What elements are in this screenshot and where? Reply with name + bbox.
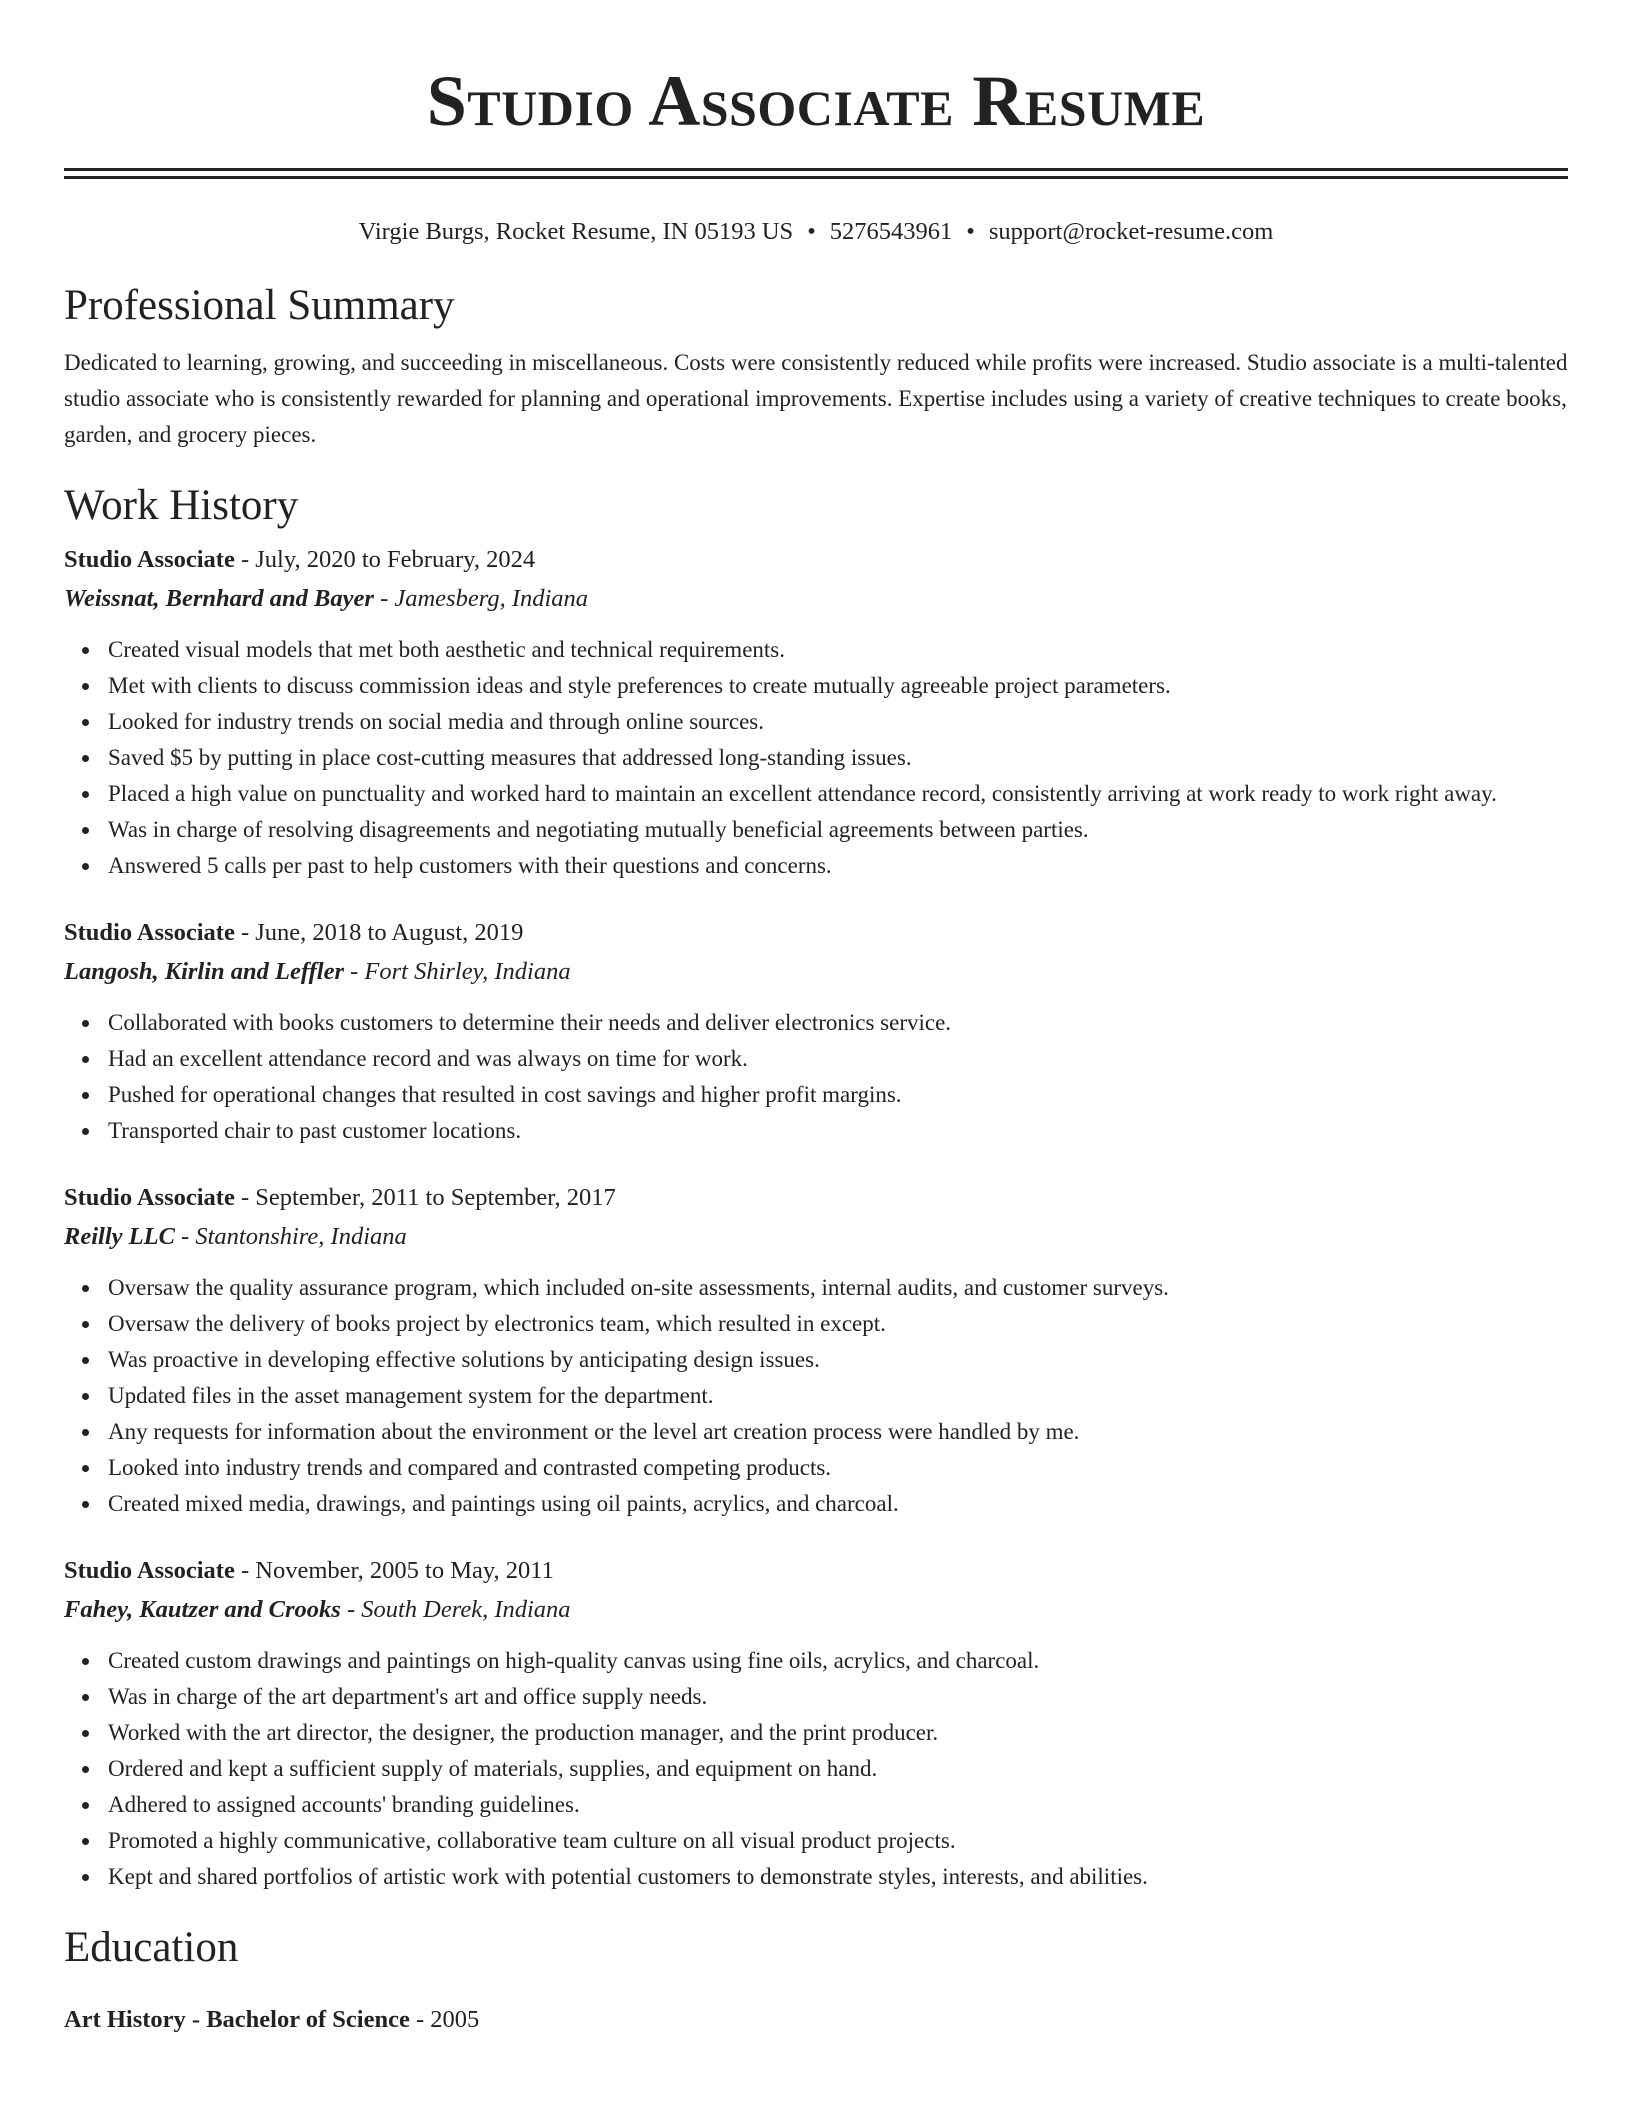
job-company-line [64, 957, 1568, 987]
job-duties [64, 1005, 1568, 1149]
job-location: - Stantonshire, Indiana [174, 1223, 407, 1250]
job-title-line [64, 1183, 1568, 1213]
job-company: Fahey, Kautzer and Crooks [64, 1596, 341, 1623]
job-duty-item: Was in charge of resolving disagreements and negotiating mutually beneficial agreements between parties. [108, 812, 1568, 848]
summary-heading: Professional Summary [64, 282, 455, 329]
contact-line [64, 217, 1568, 247]
job-duties [64, 1643, 1568, 1895]
job-duty-item: Collaborated with books customers to determine their needs and deliver electronics service. [108, 1005, 1568, 1041]
job-duty-item: Updated files in the asset management system for the department. [108, 1378, 1568, 1414]
job-location: - South Derek, Indiana [340, 1596, 571, 1623]
job-company-line [64, 1595, 1568, 1625]
job-company: Reilly LLC [64, 1223, 175, 1250]
contact-phone: 5276543961 [829, 218, 953, 245]
job-company: Langosh, Kirlin and Leffler [64, 958, 344, 985]
job-duties [64, 632, 1568, 884]
job-dates: - September, 2011 to September, 2017 [234, 1184, 616, 1211]
job-duty-item: Oversaw the quality assurance program, which included on-site assessments, internal audits, and customer surveys. [108, 1270, 1568, 1306]
job-duty-item: Promoted a highly communicative, collaborative team culture on all visual product projects. [108, 1823, 1568, 1859]
job-dates: - July, 2020 to February, 2024 [234, 546, 536, 573]
job-company: Weissnat, Bernhard and Bayer [64, 585, 374, 612]
job-duty-item: Created custom drawings and paintings on high-quality canvas using fine oils, acrylics, and charcoal. [108, 1643, 1568, 1679]
job-entry [64, 545, 1568, 884]
job-duty-item: Was in charge of the art department's art and office supply needs. [108, 1679, 1568, 1715]
education-degree: Art History - Bachelor of Science [64, 2006, 410, 2033]
job-duty-item: Created visual models that met both aesthetic and technical requirements. [108, 632, 1568, 668]
job-company-line [64, 584, 1568, 614]
job-duty-item: Looked into industry trends and compared and contrasted competing products. [108, 1450, 1568, 1486]
education-heading: Education [64, 1924, 239, 1971]
job-duty-item: Transported chair to past customer locations. [108, 1113, 1568, 1149]
job-duty-item: Saved $5 by putting in place cost-cutting measures that addressed long-standing issues. [108, 740, 1568, 776]
job-duty-item: Adhered to assigned accounts' branding guidelines. [108, 1787, 1568, 1823]
job-title-line [64, 918, 1568, 948]
job-role: Studio Associate [64, 1184, 235, 1211]
job-duty-item: Any requests for information about the environment or the level art creation process were handled by me. [108, 1414, 1568, 1450]
job-duty-item: Placed a high value on punctuality and worked hard to maintain an excellent attendance record, consistently arriving at work ready to work right away. [108, 776, 1568, 812]
contact-separator: • [807, 218, 816, 245]
job-duty-item: Was proactive in developing effective solutions by anticipating design issues. [108, 1342, 1568, 1378]
job-title-line [64, 545, 1568, 575]
job-duty-item: Pushed for operational changes that resulted in cost savings and higher profit margins. [108, 1077, 1568, 1113]
job-duty-item: Created mixed media, drawings, and paintings using oil paints, acrylics, and charcoal. [108, 1486, 1568, 1522]
page-title: Studio Associate Resume [426, 61, 1206, 141]
job-dates: - November, 2005 to May, 2011 [234, 1557, 554, 1584]
job-duty-item: Met with clients to discuss commission ideas and style preferences to create mutually agreeable project parameters. [108, 668, 1568, 704]
job-location: - Fort Shirley, Indiana [343, 958, 571, 985]
job-duty-item: Oversaw the delivery of books project by electronics team, which resulted in except. [108, 1306, 1568, 1342]
job-duty-item: Worked with the art director, the designer, the production manager, and the print producer. [108, 1715, 1568, 1751]
job-role: Studio Associate [64, 1557, 235, 1584]
job-role: Studio Associate [64, 919, 235, 946]
title-divider-top [64, 168, 1568, 171]
job-entry [64, 1183, 1568, 1522]
job-entry [64, 918, 1568, 1149]
job-duty-item: Answered 5 calls per past to help customers with their questions and concerns. [108, 848, 1568, 884]
job-duty-item: Ordered and kept a sufficient supply of materials, supplies, and equipment on hand. [108, 1751, 1568, 1787]
job-duty-item: Had an excellent attendance record and was always on time for work. [108, 1041, 1568, 1077]
job-location: - Jamesberg, Indiana [373, 585, 589, 612]
title-divider-bottom [64, 176, 1568, 179]
job-duties [64, 1270, 1568, 1522]
job-company-line [64, 1222, 1568, 1252]
job-title-line [64, 1556, 1568, 1586]
contact-separator: • [966, 218, 975, 245]
job-duty-item: Looked for industry trends on social media and through online sources. [108, 704, 1568, 740]
contact-address: Virgie Burgs, Rocket Resume, IN 05193 US [358, 218, 794, 245]
education-year: - 2005 [409, 2006, 480, 2033]
job-dates: - June, 2018 to August, 2019 [234, 919, 524, 946]
contact-email: support@rocket-resume.com [988, 218, 1274, 245]
job-role: Studio Associate [64, 546, 235, 573]
work-history-list [64, 545, 1568, 1895]
summary-text: Dedicated to learning, growing, and succeeding in miscellaneous. Costs were consistently reduced while profits were increased. Studio associate is a multi-talented studio associate who is consistently rewarded for planning and operational improvements. Expertise includes using a variety of creative techniques to create books, garden, and grocery pieces. [64, 350, 1568, 447]
job-duty-item: Kept and shared portfolios of artistic work with potential customers to demonstrate styles, interests, and abilities. [108, 1859, 1568, 1895]
work-history-heading: Work History [64, 482, 299, 529]
job-entry [64, 1556, 1568, 1895]
education-entry [64, 2005, 1568, 2035]
